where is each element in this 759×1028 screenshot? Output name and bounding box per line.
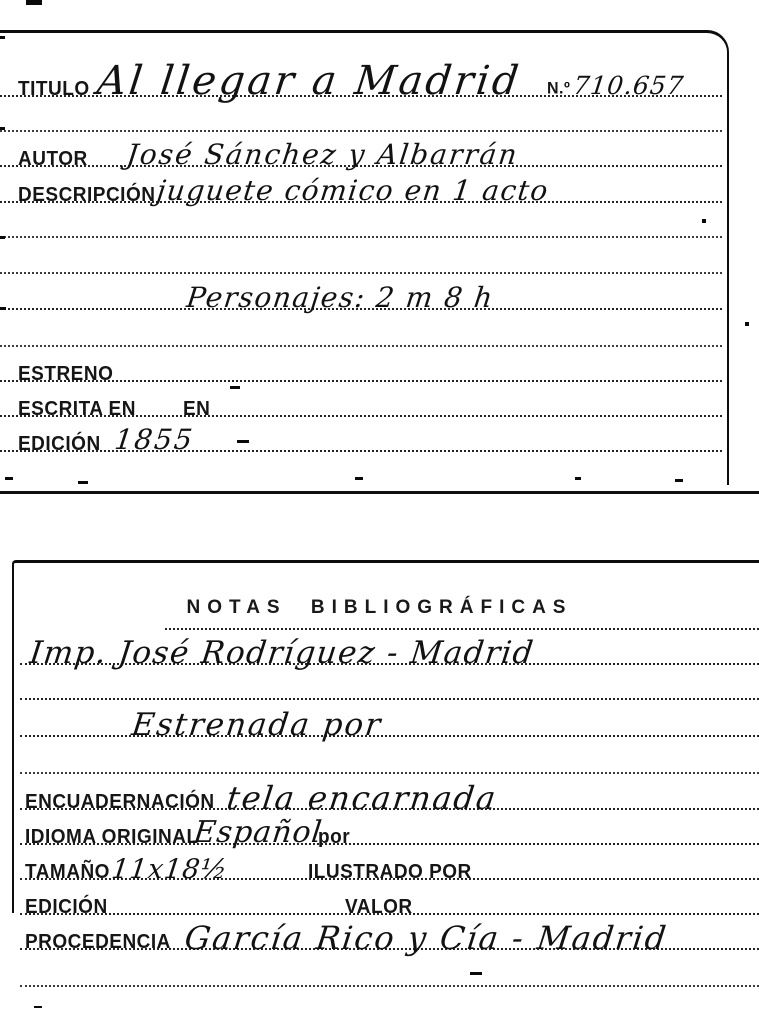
por-label: por	[318, 825, 351, 848]
ruled-line	[0, 450, 722, 452]
edicion-label: EDICIÓN	[18, 432, 101, 455]
ruled-line	[20, 772, 759, 774]
edicion-handwritten-value: 1855	[112, 423, 197, 456]
scan-artifact	[5, 477, 13, 480]
scan-artifact	[26, 0, 42, 5]
ruled-line	[0, 130, 722, 132]
scan-artifact	[575, 477, 581, 480]
ruled-line	[165, 628, 759, 630]
descripcion-handwritten-value: juguete cómico en 1 acto	[154, 174, 551, 207]
ilustrado-por-label: ILUSTRADO POR	[308, 860, 472, 883]
ruled-line	[0, 345, 722, 347]
card-number-label: N.º	[547, 79, 571, 98]
estreno-label: ESTRENO	[18, 362, 114, 385]
encuadernacion-label: ENCUADERNACIÓN	[25, 790, 215, 813]
scan-artifact	[0, 307, 6, 310]
edicion-back-label: EDICIÓN	[25, 895, 108, 918]
ruled-line	[0, 272, 722, 274]
tamano-label: TAMAÑO	[25, 860, 110, 883]
scan-artifact	[0, 127, 5, 130]
imprenta-handwritten-note: Imp. José Rodríguez - Madrid	[27, 635, 537, 671]
scan-artifact	[675, 479, 683, 482]
scan-artifact	[78, 481, 88, 484]
scan-artifact	[34, 1006, 42, 1008]
en-label: EN	[183, 397, 211, 420]
scan-artifact	[355, 477, 363, 480]
encuadernacion-handwritten-value: tela encarnada	[224, 779, 500, 817]
card-number-handwritten-value: 710.657	[571, 71, 686, 100]
scan-artifact	[230, 386, 240, 389]
personajes-handwritten-note: Personajes: 2 m 8 h	[184, 281, 496, 314]
notas-bibliograficas-header: NOTAS BIBLIOGRÁFICAS	[186, 597, 573, 618]
tamano-handwritten-value: 11x18½	[109, 854, 230, 885]
scan-artifact	[470, 972, 482, 975]
estrenada-handwritten-note: Estrenada por	[129, 707, 385, 743]
procedencia-handwritten-value: García Rico y Cía - Madrid	[182, 919, 670, 957]
procedencia-label: PROCEDENCIA	[25, 930, 171, 953]
ruled-line	[20, 985, 759, 987]
scan-artifact	[237, 440, 249, 443]
scan-artifact	[0, 236, 5, 239]
titulo-label: TITULO	[18, 77, 90, 100]
scan-artifact	[0, 36, 5, 39]
descripcion-label: DESCRIPCIÓN	[18, 183, 156, 206]
scan-artifact	[702, 219, 706, 223]
card-bottom-edge	[0, 491, 759, 494]
autor-handwritten-value: José Sánchez y Albarrán	[124, 138, 521, 171]
ruled-line	[20, 698, 759, 700]
ruled-line	[0, 236, 722, 238]
idioma-original-label: IDIOMA ORIGINAL	[25, 825, 199, 848]
titulo-handwritten-value: Al llegar a Madrid	[94, 58, 524, 104]
escrita-en-label: ESCRITA EN	[18, 397, 136, 420]
autor-label: AUTOR	[18, 147, 88, 170]
idioma-handwritten-value: Español	[191, 815, 325, 850]
scan-artifact	[745, 322, 749, 326]
valor-label: VALOR	[345, 895, 413, 918]
